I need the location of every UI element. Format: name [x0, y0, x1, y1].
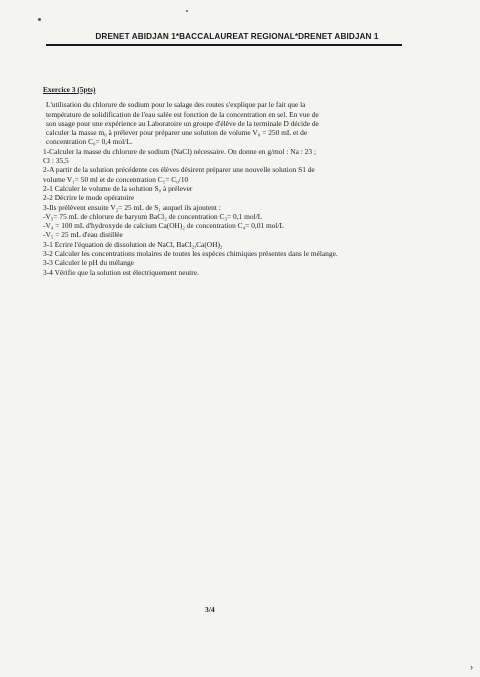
- question-line: volume V₁= 50 ml et de concentration C₁= C₀/10: [43, 174, 189, 184]
- question-line: -V₄ = 100 mL d'hydroxyde de calcium Ca(OH)₂ de concentration C₄= 0,01 mol/L: [43, 221, 285, 231]
- intro-line: concentration C₀= 0,4 mol/L.: [46, 137, 133, 147]
- question-line: 3-Ils prélèvent ensuite V₂= 25 mL de S₁ auquel ils ajoutent :: [43, 202, 221, 212]
- question-line: 3-2 Calculer les concentrations molaires de toutes les espèces chimiques présentes dans le mélange.: [43, 249, 338, 259]
- page-header: DRENET ABIDJAN 1*BACCALAUREAT REGIONAL*DRENET ABIDJAN 1: [95, 32, 379, 41]
- exercise-intro: [43, 100, 401, 146]
- question-line: 3-3 Calculer le pH du mélange: [43, 258, 134, 268]
- speck-mark: [38, 18, 41, 21]
- question-line: 1-Calculer la masse du chlorure de sodium (NaCl) nécessaire. On donne en g/mol : Na : 23 ;: [43, 146, 316, 156]
- question-line: 3-1 Ecrire l'équation de dissolution de NaCl, BaCl₂,Ca(OH)₂: [43, 239, 223, 249]
- intro-line: température de solidification de l'eau salée est fonction de la concentration en sel. En vue de: [46, 109, 319, 119]
- question-line: 2-2 Décrire le mode opératoire: [43, 193, 135, 203]
- chevron-right-icon: ›: [470, 662, 473, 672]
- question-line: -V₃= 75 mL de chlorure de baryum BaCl₂ de concentration C₃= 0,1 mol/L: [43, 211, 263, 221]
- question-line: 2-A partir de la solution précédente ces élèves désirent préparer une nouvelle solution S1 de: [43, 165, 315, 175]
- intro-line: calculer la masse m₀ à prélever pour préparer une solution de volume V₀ = 250 mL et de: [46, 128, 308, 138]
- speck-mark: [186, 10, 188, 12]
- question-line: 2-1 Calculer le volume de la solution S₀ à prélever: [43, 183, 193, 193]
- question-line: -V₅ = 25 mL d'eau distillée: [43, 230, 123, 240]
- question-line: 3-4 Vérifie que la solution est électriquement neutre.: [43, 267, 199, 277]
- exercise-title: Exercice 3 (5pts): [43, 85, 96, 94]
- intro-line: son usage pour une expérience au Laboratoire un groupe d'élève de la terminale D décide de: [46, 118, 319, 128]
- exercise-section: [43, 85, 401, 277]
- intro-line: L'utilisation du chlorure de sodium pour le salage des routes s'explique par le fait que la: [46, 100, 306, 110]
- header-rule: [46, 44, 402, 46]
- question-line: Cl : 35,5: [43, 156, 69, 166]
- page-number: 3/4: [205, 605, 215, 614]
